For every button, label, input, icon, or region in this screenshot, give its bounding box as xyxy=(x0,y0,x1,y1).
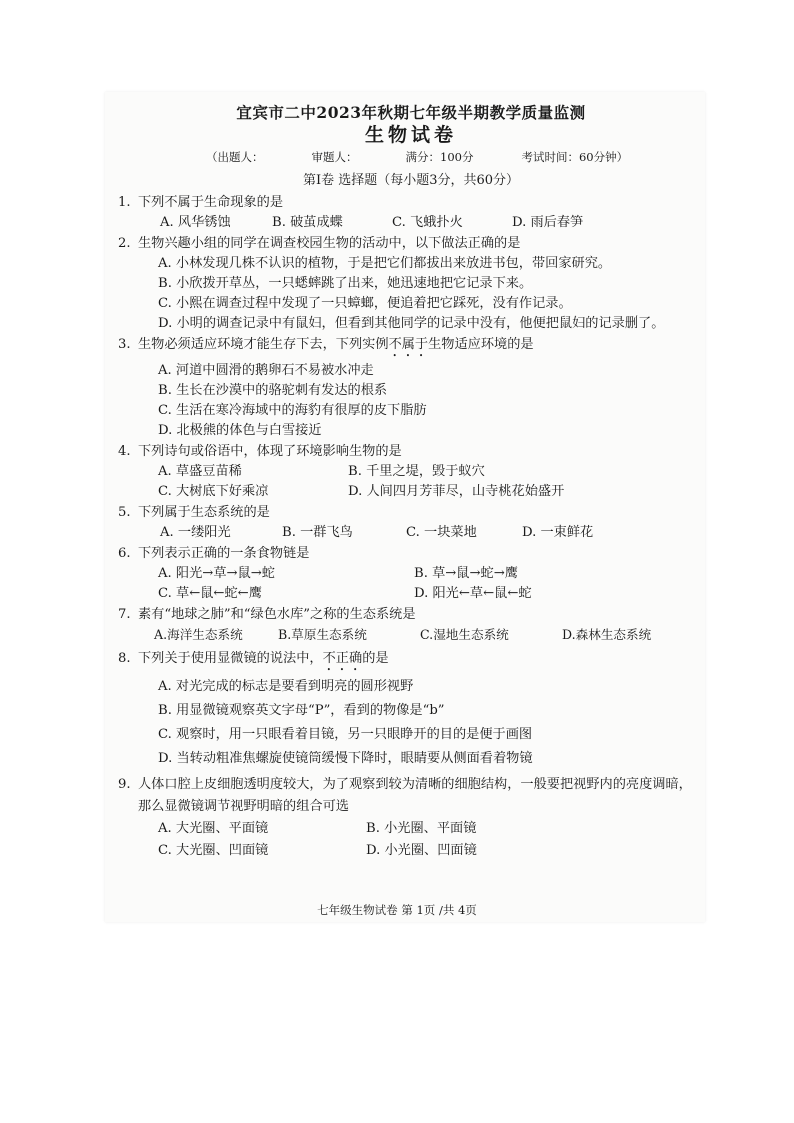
option-c: C. 大光圈、凹面镜 xyxy=(158,843,269,858)
question-stem-part: 的是 xyxy=(362,651,389,666)
question-number: 6. xyxy=(118,546,131,561)
option-d: D. 小光圈、凹面镜 xyxy=(366,843,477,858)
question-stem-part: 下列关于使用显微镜的说法中， xyxy=(138,651,323,666)
exam-subtitle: 生物试卷 xyxy=(364,124,457,146)
option-b: B. 草→鼠→蛇→鹰 xyxy=(414,566,518,581)
question-stem: 下列表示正确的一条食物链是 xyxy=(138,546,310,561)
option-b: B.草原生态系统 xyxy=(278,627,367,642)
score-label: 满分：100分 xyxy=(405,150,474,164)
option-d: D. 当转动粗准焦螺旋使镜筒缓慢下降时，眼睛要从侧面看着物镜 xyxy=(158,751,533,766)
option-c: C. 一块菜地 xyxy=(406,525,477,540)
option-a: A. 对光完成的标志是要看到明亮的圆形视野 xyxy=(158,679,414,694)
question-number: 9. xyxy=(118,777,131,792)
question-9 xyxy=(118,774,704,860)
page-footer: 七年级生物试卷 第 1页 /共 4页 xyxy=(317,903,477,917)
option-a: A. 小林发现几株不认识的植物，于是把它们都拔出来放进书包，带回家研究。 xyxy=(158,256,612,271)
exam-content xyxy=(118,98,704,860)
question-7 xyxy=(118,606,704,644)
exam-meta xyxy=(206,148,704,166)
option-b: B. 用显微镜观察英文字母“P”，看到的物像是“b” xyxy=(158,703,445,718)
question-6 xyxy=(118,545,704,603)
option-b: B. 破茧成蝶 xyxy=(272,215,343,230)
option-a: A. 草盛豆苗稀 xyxy=(158,464,242,479)
question-5 xyxy=(118,504,704,542)
question-stem-part: 生物适应环境的是 xyxy=(428,337,534,352)
question-stem: 下列属于生态系统的是 xyxy=(138,505,270,520)
option-d: D. 人间四月芳菲尽，山寺桃花始盛开 xyxy=(348,484,565,499)
option-b: B. 生长在沙漠中的骆驼刺有发达的根系 xyxy=(158,383,388,398)
option-c: C. 小熙在调查过程中发现了一只蟑螂，便追着把它踩死，没有作记录。 xyxy=(158,296,572,311)
question-number: 5. xyxy=(118,505,131,520)
option-d: D. 北极熊的体色与白雪接近 xyxy=(158,423,322,438)
question-stem: 人体口腔上皮细胞透明度较大，为了观察到较为清晰的细胞结构，一般要把视野内的亮度调暗，那么显微镜调节视野明暗的组合可选 xyxy=(138,777,692,814)
question-number: 4. xyxy=(118,444,131,459)
option-c: C. 草←鼠←蛇←鹰 xyxy=(158,586,262,601)
question-stem: 素有“地球之肺”和“绿色水库”之称的生态系统是 xyxy=(138,607,416,622)
option-a: A. 河道中圆滑的鹅卵石不易被水冲走 xyxy=(158,363,374,378)
time-label: 考试时间：60分钟） xyxy=(521,150,629,164)
option-a: A.海洋生态系统 xyxy=(154,627,243,642)
option-b: B. 一群飞鸟 xyxy=(282,525,353,540)
question-4 xyxy=(118,443,704,501)
question-stem: 下列不属于生命现象的是 xyxy=(138,195,284,210)
question-2 xyxy=(118,235,704,333)
option-d: D. 雨后春笋 xyxy=(512,215,584,230)
option-b: B. 千里之堤，毁于蚁穴 xyxy=(348,464,485,479)
question-number: 1. xyxy=(118,195,131,210)
option-d: D. 一束鲜花 xyxy=(522,525,594,540)
question-8 xyxy=(118,650,704,768)
question-number: 7. xyxy=(118,607,131,622)
option-a: A. 阳光→草→鼠→蛇 xyxy=(158,566,275,581)
question-stem: 下列诗句或俗语中，体现了环境影响生物的是 xyxy=(138,444,402,459)
question-stem: 生物兴趣小组的同学在调查校园生物的活动中，以下做法正确的是 xyxy=(138,236,521,251)
option-d: D. 阳光←草←鼠←蛇 xyxy=(414,586,532,601)
emphasis-text: 不正确 xyxy=(322,651,363,666)
option-d: D.森林生态系统 xyxy=(562,627,652,642)
question-1 xyxy=(118,194,704,232)
question-stem-part: 生物必须适应环境才能生存下去，下列实例 xyxy=(138,337,389,352)
reviewer-label: 审题人： xyxy=(311,150,358,164)
question-number: 8. xyxy=(118,651,131,666)
option-d: D. 小明的调查记录中有鼠妇，但看到其他同学的记录中没有，他便把鼠妇的记录删了。 xyxy=(158,316,665,331)
option-b: B. 小光圈、平面镜 xyxy=(366,821,477,836)
section-heading: 第Ⅰ卷 选择题（每小题3分，共60分） xyxy=(302,173,520,188)
option-c: C. 飞蛾扑火 xyxy=(392,215,463,230)
option-c: C. 大树底下好乘凉 xyxy=(158,484,269,499)
setter-label: （出题人： xyxy=(206,150,264,164)
question-3 xyxy=(118,336,704,440)
option-c: C.湿地生态系统 xyxy=(420,627,509,642)
option-a: A. 风华锈蚀 xyxy=(160,215,231,230)
emphasis-text: 不属于 xyxy=(388,337,429,352)
option-c: C. 生活在寒冷海域中的海豹有很厚的皮下脂肪 xyxy=(158,403,427,418)
option-a: A. 一缕阳光 xyxy=(160,525,231,540)
question-number: 2. xyxy=(118,236,131,251)
option-b: B. 小欣拨开草丛，一只蟋蟀跳了出来，她迅速地把它记录下来。 xyxy=(158,276,533,291)
option-a: A. 大光圈、平面镜 xyxy=(158,821,269,836)
question-number: 3. xyxy=(118,337,131,352)
option-c: C. 观察时，用一只眼看着目镜，另一只眼睁开的目的是便于画图 xyxy=(158,727,533,742)
exam-title: 宜宾市二中2023年秋期七年级半期教学质量监测 xyxy=(236,103,586,122)
